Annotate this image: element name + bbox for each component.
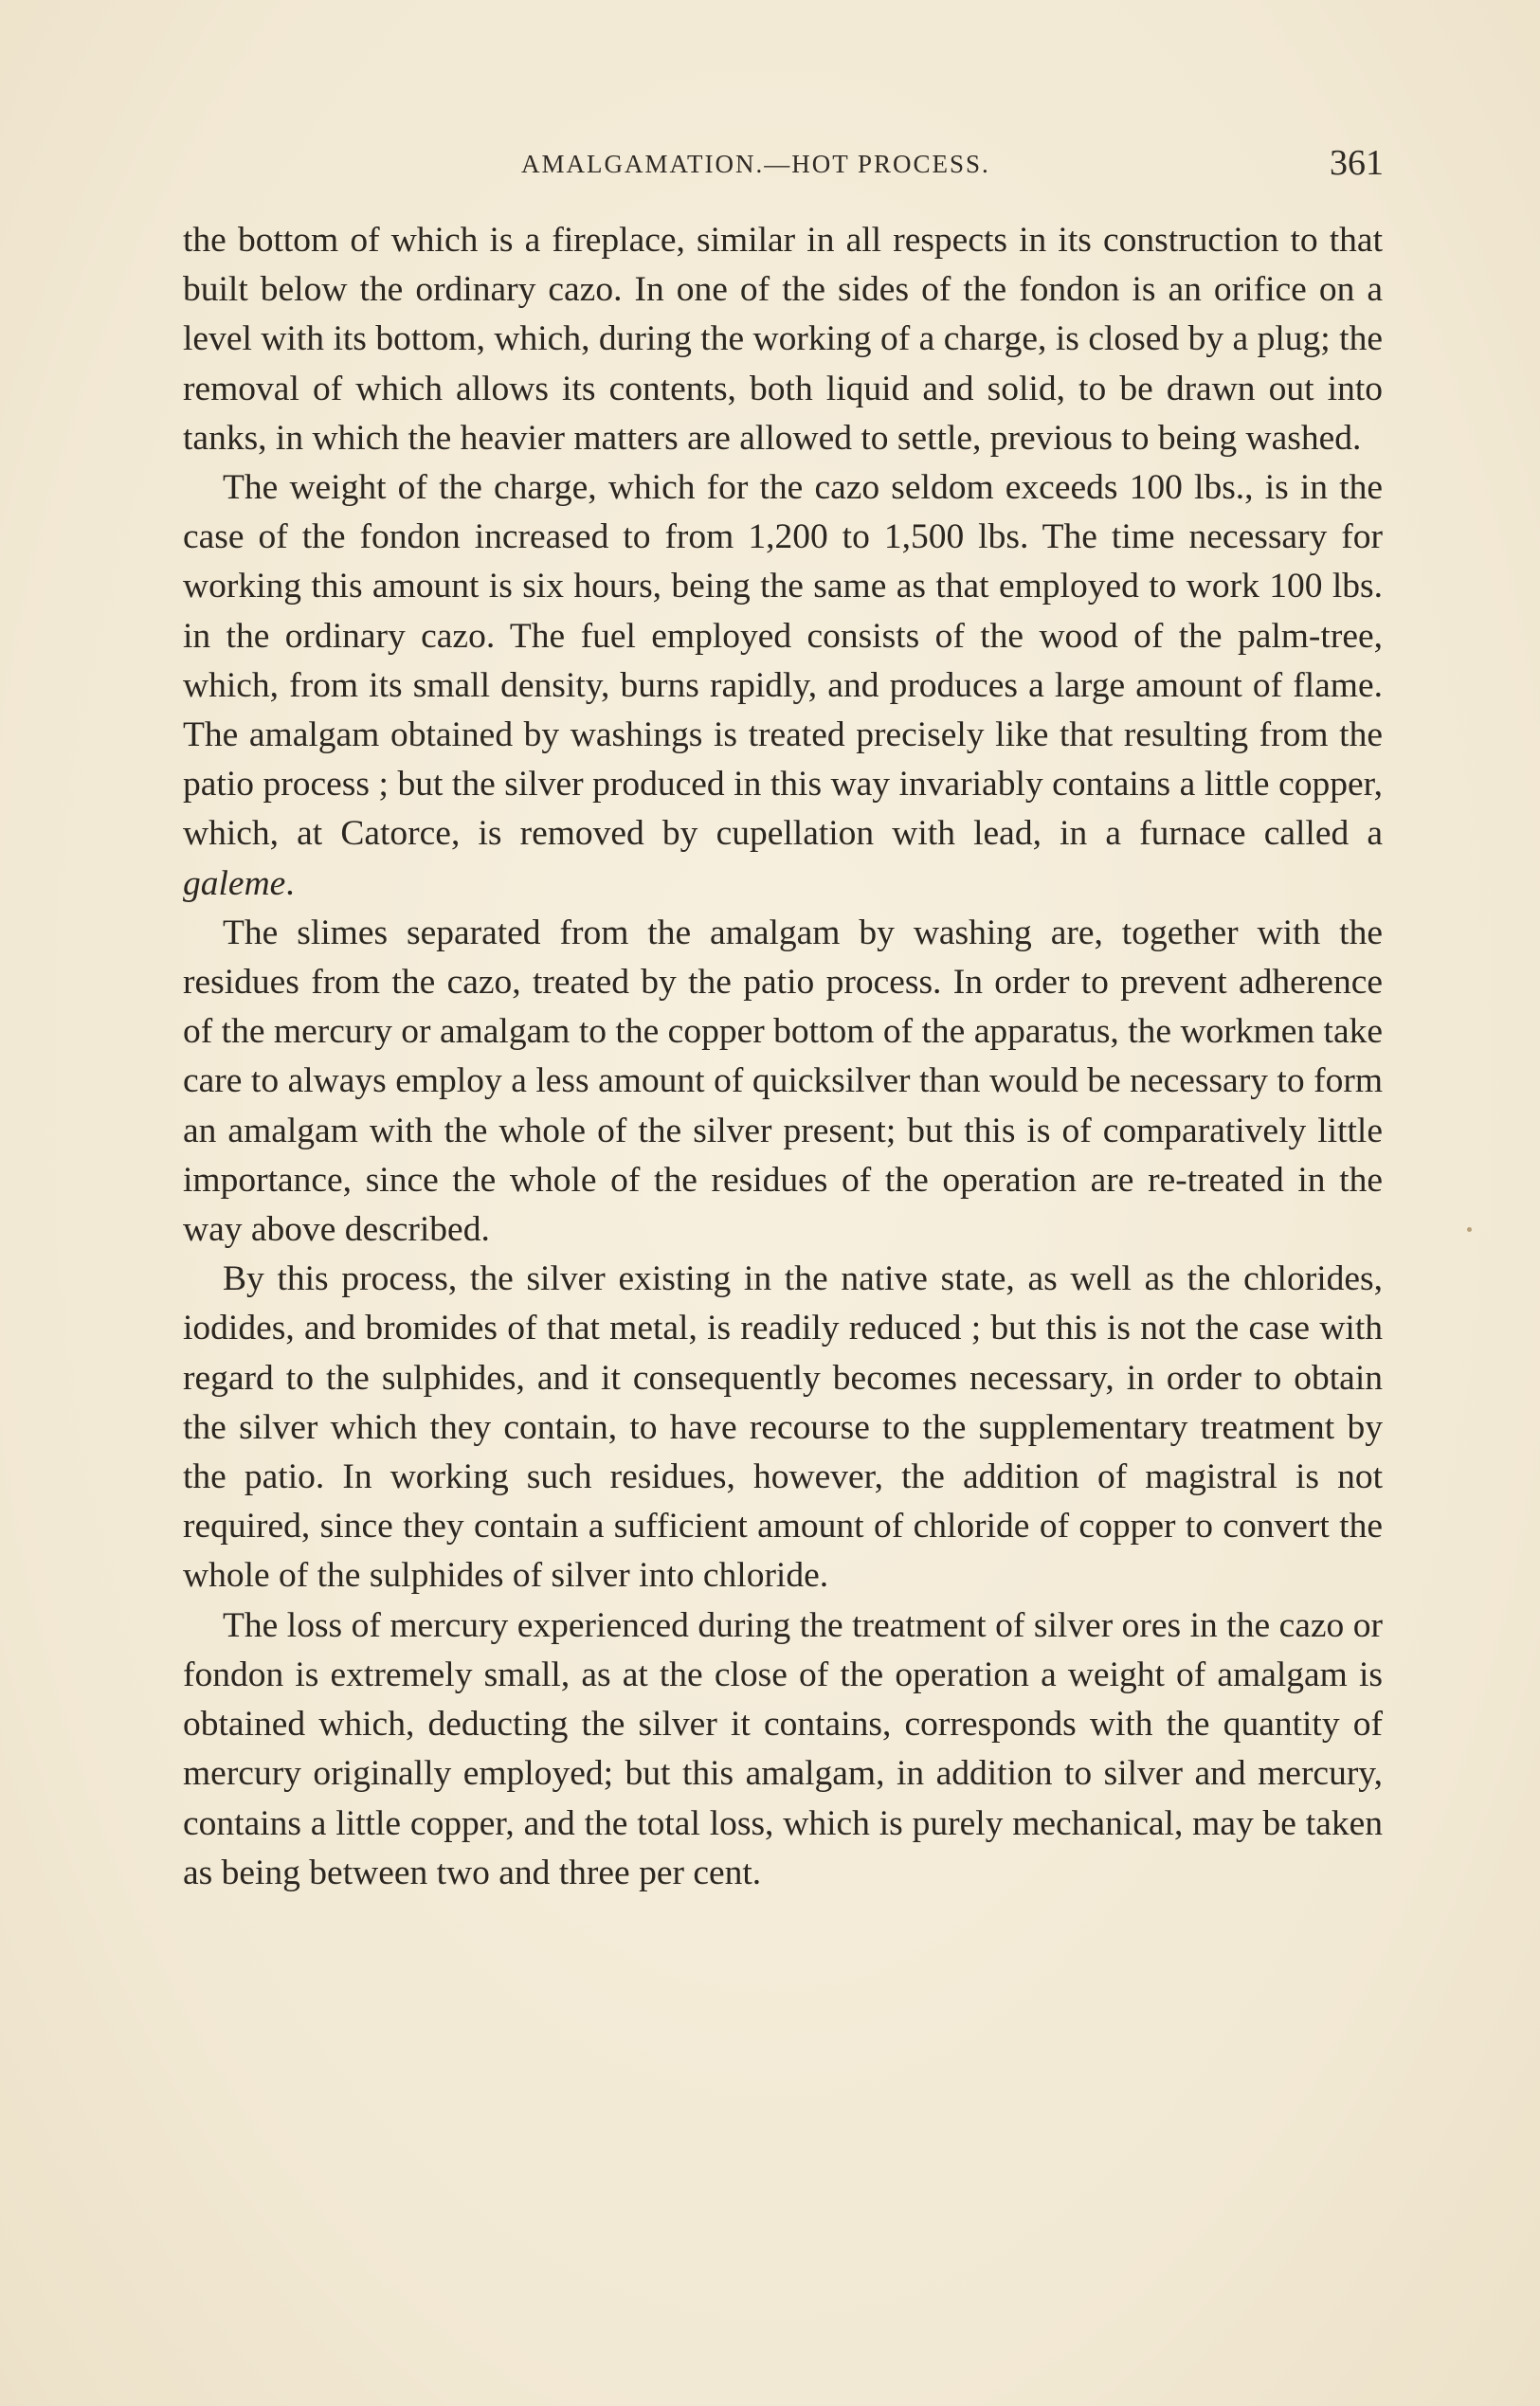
paragraph-5-text: The loss of mercury experienced during the treatment of silver ores in the cazo or fondon is extremely small, as at the close of the operation a weight of amalgam is obtained which, deducting the silver it contains, corresponds with the quantity of mercury originally employed; but this amalgam, in addition to silver and mercury, contains a little copper, and the total loss, which is purely mechanical, may be taken as being between two and three per cent. bbox=[183, 1605, 1383, 1892]
paragraph-1 bbox=[183, 216, 1383, 463]
paragraph-5 bbox=[183, 1601, 1383, 1898]
paragraph-2-text: The weight of the charge, which for the cazo seldom exceeds 100 lbs., is in the case of the fondon increased to from 1,200 to 1,500 lbs. The time necessary for working this amount is six hours, being the same as that employed to work 100 lbs. in the ordinary cazo. The fuel employed consists of the wood of the palm-tree, which, from its small density, burns rapidly, and produces a large amount of flame. The amalgam obtained by washings is treated precisely like that resulting from the patio process ; but the silver produced in this way invariably contains a little copper, which, at Catorce, is removed by cupellation with lead, in a furnace called a bbox=[183, 468, 1383, 854]
page-header bbox=[185, 142, 1384, 190]
paragraph-3-text: The slimes separated from the amalgam by washing are, together with the residues from the cazo, treated by the patio process. In order to prevent adherence of the mercury or amalgam to the copper bottom of the apparatus, the workmen take care to always employ a less amount of quicksilver than would be necessary to form an amalgam with the whole of the silver present; but this is of comparatively little importance, since the whole of the residues of the operation are re-treated in the way above described. bbox=[183, 913, 1383, 1250]
paragraph-2-italic-term: galeme bbox=[183, 863, 286, 903]
running-head: AMALGAMATION.—HOT PROCESS. bbox=[521, 150, 990, 178]
body-text bbox=[183, 216, 1383, 1898]
page-number: 361 bbox=[1330, 143, 1384, 183]
paper-speck bbox=[1467, 1227, 1472, 1232]
paragraph-2 bbox=[183, 463, 1383, 909]
paragraph-1-text: the bottom of which is a fireplace, similar in all respects in its construction to that built below the ordinary cazo. In one of the sides of the fondon is an orifice on a level with its bottom, which, during the working of a charge, is closed by a plug; the removal of which allows its contents, both liquid and solid, to be drawn out into tanks, in which the heavier matters are allowed to settle, previous to being washed. bbox=[183, 221, 1383, 458]
paragraph-2-text-end: . bbox=[285, 863, 295, 903]
paragraph-3 bbox=[183, 909, 1383, 1255]
paragraph-4 bbox=[183, 1255, 1383, 1601]
paragraph-4-text: By this process, the silver existing in the native state, as well as the chlorides, iodides, and bromides of that metal, is readily reduced ; but this is not the case with regard to the sulphides, and it consequently becomes necessary, in order to obtain the silver which they contain, to have recourse to the supplementary treatment by the patio. In working such residues, however, the addition of magistral is not required, since they contain a sufficient amount of chloride of copper to convert the whole of the sulphides of silver into chloride. bbox=[183, 1259, 1383, 1596]
